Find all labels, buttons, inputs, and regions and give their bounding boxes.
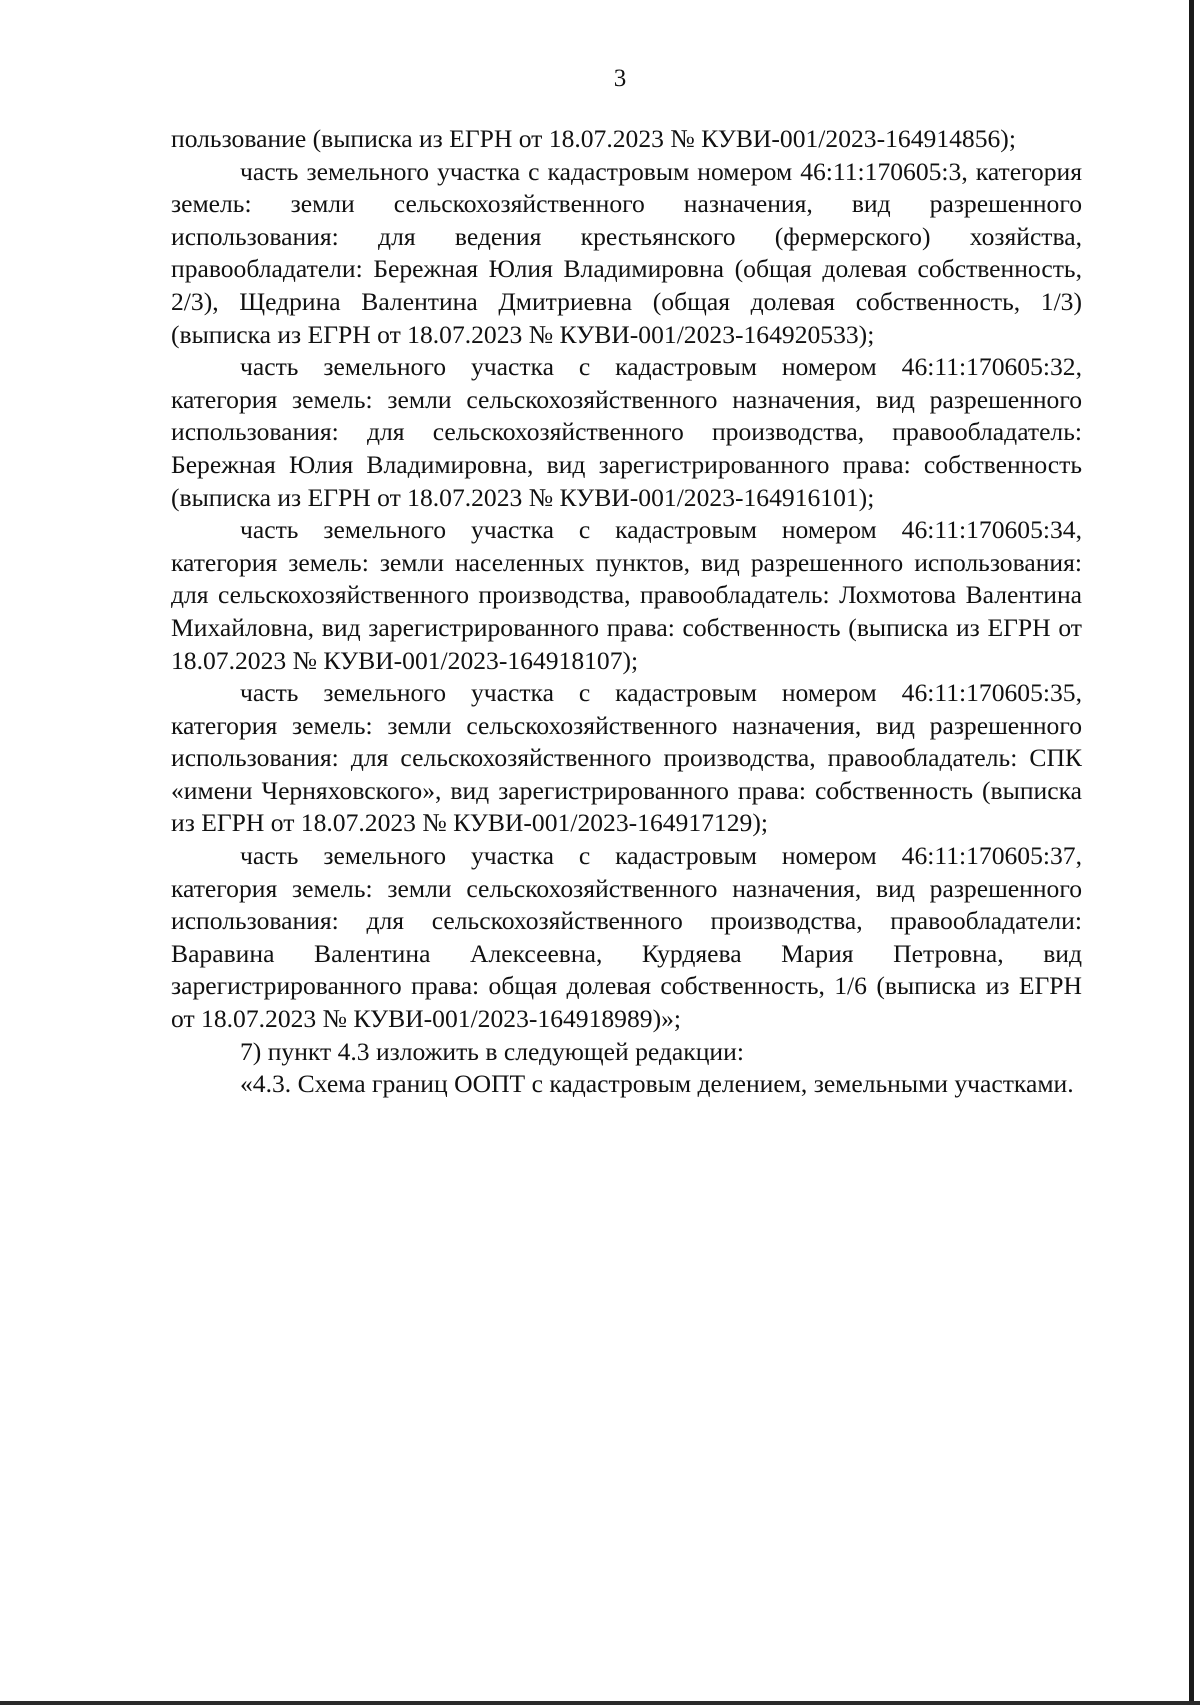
paragraph-item-7: 7) пункт 4.3 изложить в следующей редакции: (240, 1036, 744, 1066)
paragraph-section-4-3: «4.3. Схема границ ООПТ с кадастровым делением, земельными участками. (240, 1069, 1074, 1099)
paragraph-continuation: пользование (выписка из ЕГРН от 18.07.2023 № КУВИ-001/2023-164914856); (171, 124, 1016, 153)
paragraph-parcel-32: часть земельного участка с кадастровым номером 46:11:170605:32, категория земель: земли сельскохозяйственного назначения, вид разрешенного использования: для сельскохозяйственного производства, правообладатель: Бережная Юлия Владимировна, вид зарегистрированного права: собственность (выписка из ЕГРН от 18.07.2023 № КУВИ-001/2023-164916101); (171, 352, 1082, 512)
scan-edge-bottom (0, 1701, 1200, 1705)
paragraph-parcel-37: часть земельного участка с кадастровым номером 46:11:170605:37, категория земель: земли сельскохозяйственного назначения, вид разрешенного использования: для сельскохозяйственного производства, правообладатели: Варавина Валентина Алексеевна, Курдяева Мария Петровна, вид зарегистрированного права: общая долевая собственность, 1/6 (выписка из ЕГРН от 18.07.2023 № КУВИ-001/2023-164918989)»; (171, 841, 1082, 1034)
paragraph-parcel-34: часть земельного участка с кадастровым номером 46:11:170605:34, категория земель: земли населенных пунктов, вид разрешенного использования: для сельскохозяйственного производства, правообладатель: Лохмотова Валентина Михайловна, вид зарегистрированного права: собственность (выписка из ЕГРН от 18.07.2023 № КУВИ-001/2023-164918107); (171, 515, 1082, 675)
document-body (171, 123, 1082, 1101)
paragraph-parcel-3: часть земельного участка с кадастровым номером 46:11:170605:3, категория земель: земли сельскохозяйственного назначения, вид разрешенного использования: для ведения крестьянского (фермерского) хозяйства, правообладатели: Бережная Юлия Владимировна (общая долевая собственность, 2/3), Щедрина Валентина Дмитриевна (общая долевая собственность, 1/3) (выписка из ЕГРН от 18.07.2023 № КУВИ-001/2023-164920533); (171, 156, 1082, 349)
scan-edge-right (1189, 0, 1194, 1705)
page-number: 3 (613, 65, 627, 92)
paragraph-parcel-35: часть земельного участка с кадастровым номером 46:11:170605:35, категория земель: земли сельскохозяйственного назначения, вид разрешенного использования: для сельскохозяйственного производства, правообладатель: СПК «имени Черняховского», вид зарегистрированного права: собственность (выписка из ЕГРН от 18.07.2023 № КУВИ-001/2023-164917129); (171, 678, 1082, 838)
